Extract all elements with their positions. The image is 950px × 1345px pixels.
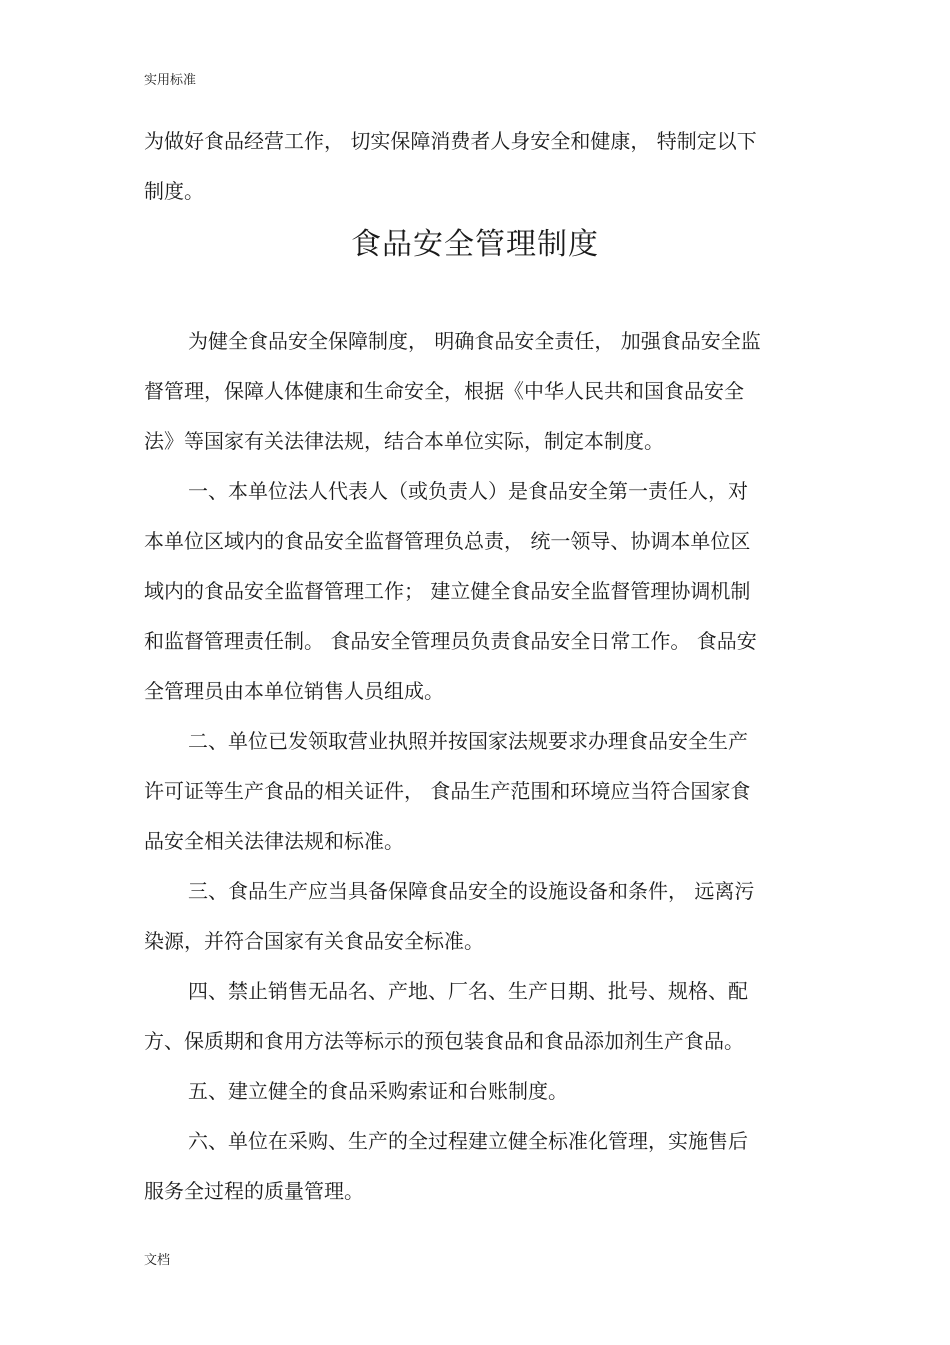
paragraph-line: 二、单位已发领取营业执照并按国家法规要求办理食品安全生产 [188, 729, 748, 753]
paragraph-line: 和监督管理责任制。 食品安全管理员负责食品安全日常工作。 食品安 [144, 629, 757, 653]
paragraph-line: 五、建立健全的食品采购索证和台账制度。 [188, 1079, 568, 1103]
paragraph-line: 品安全相关法律法规和标准。 [144, 829, 404, 853]
paragraph-line: 督管理，保障人体健康和生命安全，根据《中华人民共和国食品安全 [144, 379, 744, 403]
paragraph-line: 许可证等生产食品的相关证件， 食品生产范围和环境应当符合国家食 [144, 779, 751, 803]
paragraph-line: 全管理员由本单位销售人员组成。 [144, 679, 444, 703]
page-footer-label: 文档 [144, 1253, 171, 1268]
paragraph-line: 本单位区域内的食品安全监督管理负总责， 统一领导、协调本单位区 [144, 529, 751, 553]
paragraph-line: 法》等国家有关法律法规，结合本单位实际，制定本制度。 [144, 429, 664, 453]
intro-line: 制度。 [144, 179, 204, 203]
paragraph-line: 一、本单位法人代表人（或负责人）是食品安全第一责任人，对 [188, 479, 748, 503]
paragraph-line: 染源，并符合国家有关食品安全标准。 [144, 929, 484, 953]
paragraph-line: 四、禁止销售无品名、产地、厂名、生产日期、批号、规格、配 [188, 979, 748, 1003]
paragraph-line: 服务全过程的质量管理。 [144, 1179, 364, 1203]
paragraph-line: 方、保质期和食用方法等标示的预包装食品和食品添加剂生产食品。 [144, 1029, 744, 1053]
document-title: 食品安全管理制度 [351, 227, 599, 262]
paragraph-line: 三、食品生产应当具备保障食品安全的设施设备和条件， 远离污 [188, 879, 755, 903]
intro-paragraph [144, 116, 806, 216]
paragraph-line: 域内的食品安全监督管理工作； 建立健全食品安全监督管理协调机制 [144, 579, 751, 603]
paragraph-line: 六、单位在采购、生产的全过程建立健全标准化管理，实施售后 [188, 1129, 748, 1153]
page-header-label: 实用标准 [144, 73, 197, 88]
intro-line: 为做好食品经营工作， 切实保障消费者人身安全和健康， 特制定以下 [144, 129, 757, 153]
paragraph-line: 为健全食品安全保障制度， 明确食品安全责任， 加强食品安全监 [188, 329, 761, 353]
document-body [144, 316, 806, 1216]
